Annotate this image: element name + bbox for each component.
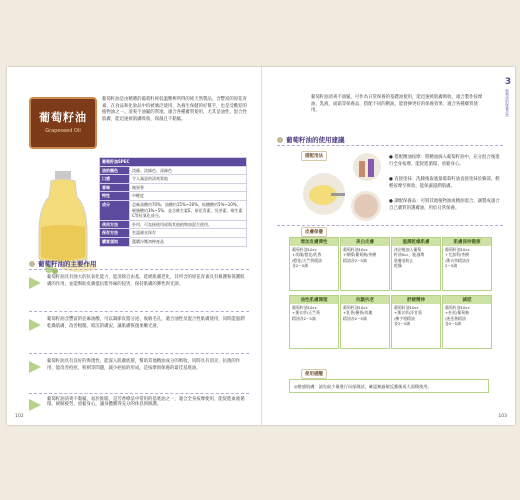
usage-section-title: 葡萄籽油的使用建議 <box>277 135 345 144</box>
paragraph-item: 葡萄籽油含豐富的亞麻油酸，可以調節皮脂分泌、收斂毛孔，適合油性及混合性肌膚使用，同時能滋潤乾燥肌膚，改善粗糙、暗沉的膚況，讓肌膚恢復柔嫩光滑。 <box>29 317 247 353</box>
arrow-tag-icon <box>29 361 41 373</box>
book-spread <box>7 67 515 425</box>
usage-item: ● 直接塗抹：洗臉後取適量葡萄籽油直接塗抹於臉部，輕輕按摩至吸收，能保濕滋潤肌膚。 <box>389 177 500 189</box>
oil-title-badge <box>29 97 97 149</box>
arrow-tag-icon <box>29 319 41 331</box>
category-label: 使用提醒 <box>301 369 327 379</box>
bottles-photo <box>353 153 381 181</box>
arrow-tag-icon <box>29 277 41 289</box>
recipe-card: 美白皮膚 葡萄籽油10cc +檸檬/葡萄柚/茶樹 精油各2~5滴 <box>340 237 390 291</box>
paragraph-divider <box>29 393 249 394</box>
paragraph-item: 葡萄籽油具有良好的滲透性，能深入肌膚底層，幫助其他精油成分的吸收，同時具有消炎、抗菌的作用，能改善痘痘、粉刺等問題，減少疤痕的形成，是按摩與保養的最佳基底油。 <box>29 359 247 395</box>
chapter-label: 植物油的保養功效 <box>505 89 510 117</box>
spec-row: 成分 亞麻油酸約70%、油酸約15%~20%、棕櫚酸約5%~10%、硬脂酸約3%~5%，並含維生素E、原花青素、兒茶素、維生素C等抗氧化成分。 <box>100 200 247 220</box>
section-divider <box>29 269 249 270</box>
recipe-card: 油性肌膚調理 葡萄籽油10cc +薰衣草/天竺葵 精油各2~5滴 <box>289 295 339 349</box>
category-label: 皮膚保養 <box>301 227 327 237</box>
chapter-number: 3 <box>504 77 512 87</box>
intro-text: 葡萄籽油是由精選的葡萄籽經低溫壓榨所得的純天然製品，含豐富的原花青素，在食品和化妝品中均被廣泛使用，為養生保健的好幫手，也是受歡迎的植物油之一。清爽不油膩的質地，適合各種膚質使用，尤其是油性、混合性肌膚，能迅速被肌膚吸收，保濕且不黏膩。 <box>102 97 247 122</box>
right-page <box>261 67 515 425</box>
recipe-card: 減肥 葡萄籽油10cc +杜松/葡萄柚 /迷迭香精油 各2~5滴 <box>442 295 492 349</box>
massage-photo <box>351 191 381 221</box>
spec-row: 油的顏色 淡綠、淡綠色、深綠色 <box>100 166 247 175</box>
spec-row: 香味 無異香 <box>100 183 247 192</box>
usage-note: ◎敏感肌膚：請先取少量進行局部測試，確認無過敏反應後再大面積使用。 <box>289 379 489 393</box>
oil-title: 葡萄籽油 <box>39 111 87 124</box>
chapter-marker <box>501 77 515 147</box>
paragraph-item: 葡萄籽油清爽不黏膩，易於推開，是芳香療法中常用的基底油之一，適合全身按摩使用，能促進血液循環、緩解疲勞、放鬆身心，讓身體獲得充分的休息與修護。 <box>29 397 247 419</box>
oil-spoon-photo <box>303 173 345 215</box>
section-title: 葡萄籽油的主要作用 <box>29 259 97 268</box>
usage-item: ● 搭配精油按摩：將精油滴入葡萄籽油中，充分混合後進行全身按摩，能促進循環、放鬆身心。 <box>389 155 500 167</box>
recipe-card: 肌膚保持健康 葡萄籽油10cc +尤加利/茶樹 /薰衣草精油各 2~5滴 <box>442 237 492 291</box>
paragraph-divider <box>29 353 249 354</box>
section-divider <box>277 145 503 146</box>
page-number: 103 <box>498 414 507 419</box>
recipe-card: 增加皮膚彈性 葡萄籽油10cc +玫瑰/橙花/乳香 /橙花/天竺葵精油 各2~5滴 <box>289 237 339 291</box>
continued-text: 葡萄籽油清爽不油膩，可作為日常保養的基礎油使用，能迅速被肌膚吸收，適合製作按摩油、乳液、面霜等保養品，搭配不同的精油，能發揮更好的保養效果，適合各種膚質使用。 <box>311 95 483 114</box>
spec-row: 購買須知 選購冷壓初榨產品 <box>100 237 247 246</box>
page-number: 102 <box>15 414 24 419</box>
recipe-card: 抗皺抗老 葡萄籽油10cc +乳香/檀香/玫瑰 精油各2~5滴 <box>340 295 390 349</box>
spec-header: 葡萄籽油SPEC <box>100 158 247 167</box>
oil-subtitle: Grapeseed Oil <box>45 128 81 134</box>
spec-row: 特性 中輕度 <box>100 192 247 201</box>
category-label: 搭配用法 <box>301 151 327 161</box>
usage-item: ● 調配保養品：可與其他植物油或精油混合，調製成適合自己膚質的護膚油，用於日常保養。 <box>389 199 500 211</box>
paragraph-divider <box>29 311 249 312</box>
paragraph-item: 葡萄籽油具有強大的抗氧化能力，能清除自由基、延緩肌膚老化，其所含的原花青素具有修護和保護肌膚的作用，並能幫助皮膚抵抗紫外線的侵害，保持肌膚的彈性與光澤。 <box>29 275 247 311</box>
left-page <box>7 67 262 425</box>
spec-row: 口感 令人滿意的清爽質地 <box>100 175 247 184</box>
recipe-card: 舒緩精神 葡萄籽油10cc +薰衣草/洋甘菊 /佛手柑精油 各2~5滴 <box>391 295 441 349</box>
recipe-card: 溫潤乾燥肌膚 沐浴後加入葡萄 籽油5cc，能滋潤 肌膚並防止 乾燥 <box>391 237 441 291</box>
arrow-tag-icon <box>29 399 41 411</box>
spec-row: 保存方法 室溫避光保存 <box>100 229 247 238</box>
spec-row: 使用方法 外用、可直接使用或與其他植物油混合使用。 <box>100 220 247 229</box>
section-divider <box>277 225 503 226</box>
spec-table <box>99 157 247 247</box>
